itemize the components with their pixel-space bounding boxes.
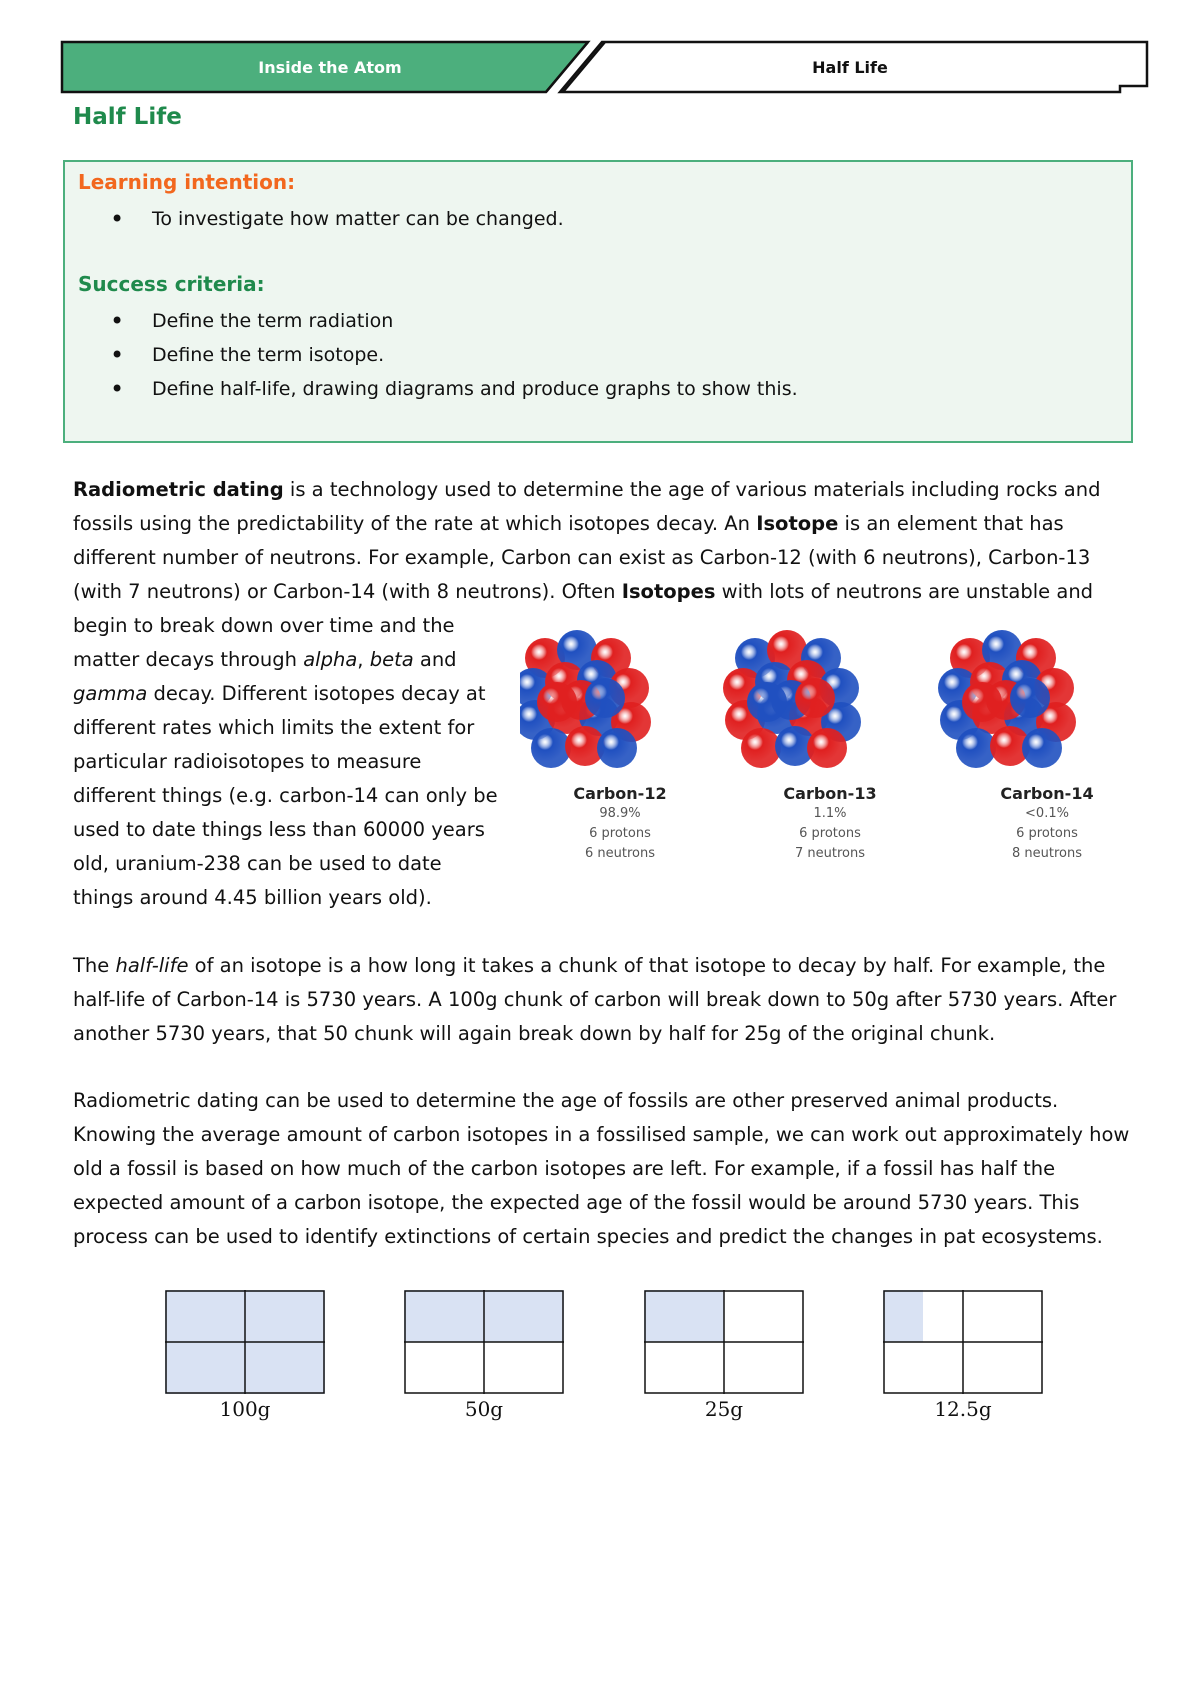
paragraph-text: of an isotope is a how long it takes a chunk of that isotope to decay by half. For example, the half-life of Carbon-14 is 5730 years. A 100g chunk of carbon will break down to 50g after 5730 years. After another 5730 years, that 50 chunk will again break down by half for 25g of the original chunk. <box>73 954 1117 1045</box>
decay-square-label: 25g <box>704 1397 744 1421</box>
neutron-sphere <box>1022 728 1062 768</box>
paragraph-text: , <box>357 648 370 671</box>
decay-fill-cell <box>165 1290 245 1342</box>
paragraph-text: and <box>413 648 457 671</box>
half-life-paragraph <box>73 949 1128 1051</box>
isotope-abundance: <0.1% <box>1025 806 1069 821</box>
paragraph-text: is a technology used to determine the age of various materials including rocks and fossils using the predictability of the rate at which isotopes decay. An <box>73 478 1101 535</box>
term-beta: beta <box>369 648 414 671</box>
isotope-abundance: 1.1% <box>813 806 847 821</box>
learning-intention-heading: Learning intention: <box>78 170 296 194</box>
isotope-neutrons: 7 neutrons <box>794 846 865 861</box>
learning-intention-list <box>65 202 564 236</box>
list-item: • Define half-life, drawing diagrams and produce graphs to show this. <box>65 372 798 406</box>
term-isotope: Isotope <box>756 512 839 535</box>
decay-fill-cell <box>404 1290 484 1342</box>
proton-sphere <box>537 682 577 722</box>
term-gamma: gamma <box>73 682 148 705</box>
header-section-label: Inside the Atom <box>258 58 402 77</box>
neutron-sphere <box>531 728 571 768</box>
decay-square-grid <box>165 1290 325 1394</box>
paragraph-text: decay. Different isotopes decay at different rates which limits the extent for particular radioisotopes to measure different things (e.g. carbon-14 can only be used to date things less than 60000 years old, uranium-238 can be used to date things around 4.45 billion years old). <box>73 682 498 909</box>
success-criteria-heading: Success criteria: <box>78 272 265 296</box>
list-item: • Define the term isotope. <box>65 338 798 372</box>
success-criteria-list <box>65 304 798 406</box>
term-alpha: alpha <box>303 648 358 671</box>
page-title: Half Life <box>73 104 182 130</box>
decay-square-label: 100g <box>219 1397 271 1421</box>
paragraph-text: begin to break down over time and the matter decays through <box>73 614 455 671</box>
term-radiometric-dating: Radiometric dating <box>73 478 284 501</box>
neutron-sphere <box>747 682 787 722</box>
proton-sphere <box>795 678 835 718</box>
term-isotopes: Isotopes <box>621 580 716 603</box>
decay-square-label: 12.5g <box>934 1397 992 1421</box>
neutron-sphere <box>597 728 637 768</box>
list-item: • Define the term radiation <box>65 304 798 338</box>
isotope-abundance: 98.9% <box>599 806 641 821</box>
atom-nuclei <box>520 622 1120 782</box>
paragraph-text: with lots of neutrons are unstable and <box>715 580 1094 603</box>
fossil-dating-paragraph: Radiometric dating can be used to determine the age of fossils are other preserved animal products. Knowing the average amount of carbon isotopes in a fossilised sample, we can work out approximately how old a fossil is based on how much of the carbon isotopes are left. For example, if a fossil has half the expected amount of a carbon isotope, the expected age of the fossil would be around 5730 years. This process can be used to identify extinctions of certain species and predict the changes in pat ecosystems. <box>73 1089 1130 1248</box>
isotope-name: Carbon-12 <box>573 784 667 803</box>
decay-square-label: 50g <box>464 1397 504 1421</box>
isotope-protons: 6 protons <box>799 826 861 841</box>
atom-caption <box>947 784 1147 864</box>
decay-square-grid <box>404 1290 564 1394</box>
isotope-name: Carbon-14 <box>1000 784 1094 803</box>
decay-fill-cell <box>644 1290 724 1342</box>
header-topic-label: Half Life <box>812 58 888 77</box>
neutron-sphere <box>956 728 996 768</box>
neutron-sphere <box>1010 678 1050 718</box>
atom-caption <box>730 784 930 864</box>
neutron-sphere <box>585 678 625 718</box>
decay-square-grid <box>644 1290 804 1394</box>
paragraph-text: The <box>73 954 116 977</box>
decay-fill-cell <box>165 1342 245 1394</box>
decay-square-grid <box>883 1290 1043 1394</box>
proton-sphere <box>807 728 847 768</box>
isotope-neutrons: 6 neutrons <box>584 846 655 861</box>
learning-box <box>63 160 1133 443</box>
decay-fill-cell <box>883 1290 923 1342</box>
isotope-name: Carbon-13 <box>783 784 877 803</box>
atom-caption <box>520 784 720 864</box>
isotope-protons: 6 protons <box>589 826 651 841</box>
decay-fill-cell <box>245 1342 325 1394</box>
decay-fill-cell <box>484 1290 564 1342</box>
carbon-isotopes-figure <box>520 622 1120 862</box>
isotope-protons: 6 protons <box>1016 826 1078 841</box>
isotope-neutrons: 8 neutrons <box>1011 846 1082 861</box>
proton-sphere <box>962 682 1002 722</box>
list-item: • To investigate how matter can be changed. <box>65 202 564 236</box>
proton-sphere <box>741 728 781 768</box>
term-half-life: half-life <box>115 954 189 977</box>
decay-fill-cell <box>245 1290 325 1342</box>
paragraph-text: is an element that has different number of neutrons. For example, Carbon can exist as Carbon-12 (with 6 neutrons), Carbon-13 (with 7 neutrons) or Carbon-14 (with 8 neutrons). Often <box>73 512 1091 603</box>
